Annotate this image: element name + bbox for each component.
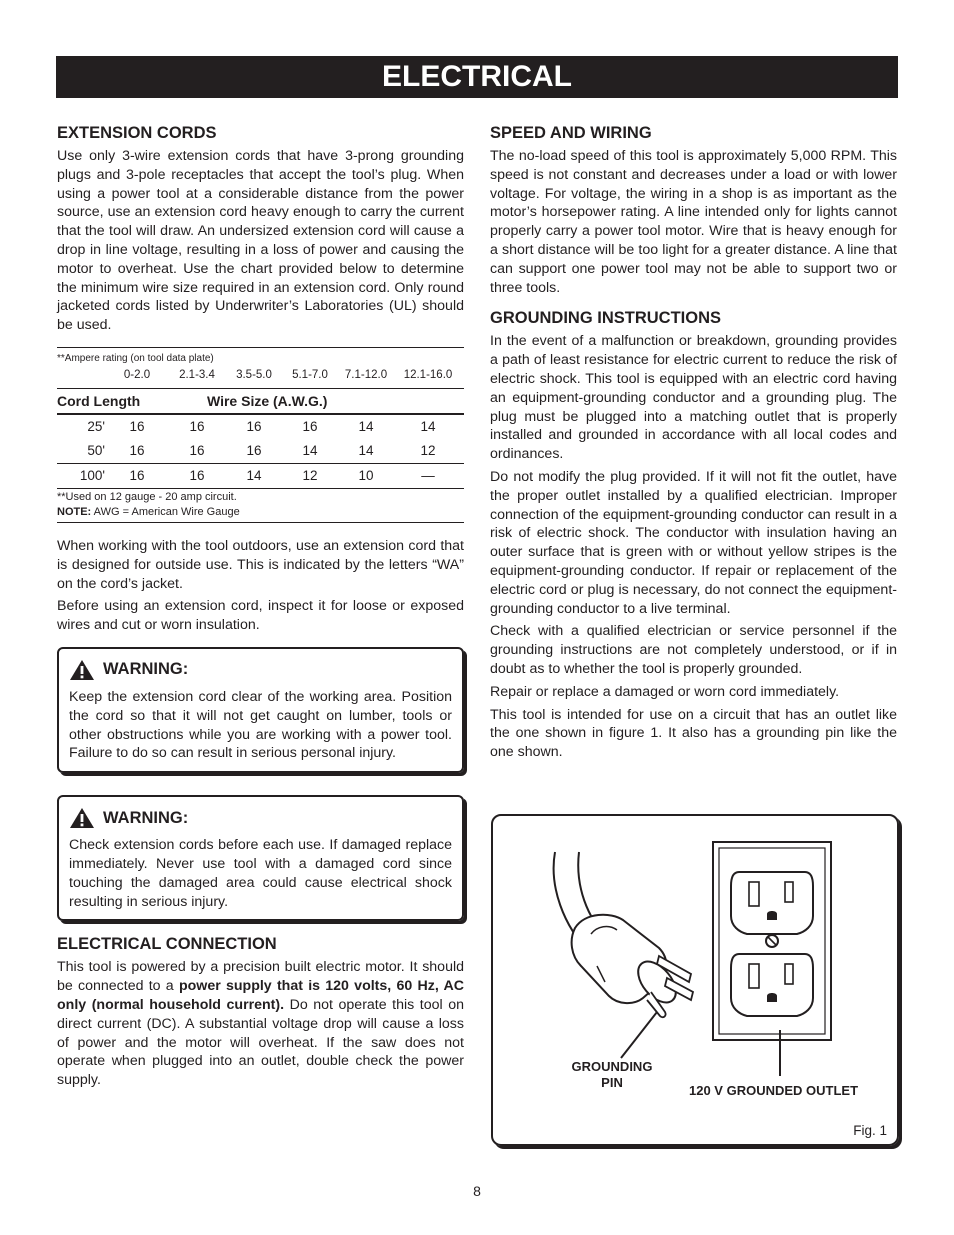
grounding-paragraph-3: Check with a qualified electrician or service personnel if the grounding instructions are not completely understood, or if in doubt as to whether the tool is properly grounded. xyxy=(490,623,897,677)
wire-size-cell: 16 xyxy=(189,442,205,458)
wire-size-cell: 16 xyxy=(129,467,145,483)
amp-range: 5.1-7.0 xyxy=(292,368,328,381)
cord-length-header: Cord Length xyxy=(57,392,141,409)
wire-size-cell: 12 xyxy=(420,442,436,458)
wire-size-cell: 14 xyxy=(246,467,262,483)
ampere-rating-note: **Ampere rating (on tool data plate) xyxy=(57,352,214,364)
table-row xyxy=(57,415,464,439)
figure-caption: Fig. 1 xyxy=(853,1123,887,1138)
note-label: NOTE: xyxy=(57,505,92,518)
warning-text: Check extension cords before each use. If damaged replace immediately. Never use tool with a damaged cord since touching the damaged area could cause electrical shock resulting in serious injury. xyxy=(69,837,452,910)
grounding-heading: GROUNDING INSTRUCTIONS xyxy=(490,309,721,328)
gauge-footnote: **Used on 12 gauge - 20 amp circuit. xyxy=(57,490,237,503)
extension-cords-paragraph-2: When working with the tool outdoors, use an extension cord that is designed for outside use. This is indicated by the letters “WA” on the cord’s jacket. xyxy=(57,537,464,592)
wire-size-cell: 14 xyxy=(302,442,318,458)
amp-range: 7.1-12.0 xyxy=(344,368,388,381)
wire-size-cell: 16 xyxy=(189,418,205,434)
grounding-pin-label: GROUNDING PIN xyxy=(571,1059,653,1090)
wire-size-cell: 14 xyxy=(358,442,374,458)
table-row xyxy=(57,439,464,463)
figure-1-box xyxy=(491,814,899,1146)
table-row xyxy=(57,463,464,488)
note-text: AWG = American Wire Gauge xyxy=(91,505,240,518)
wire-size-cell: 16 xyxy=(129,442,145,458)
warning-title: WARNING: xyxy=(103,808,189,827)
grounding-paragraph-4: Repair or replace a damaged or worn cord immediately. xyxy=(490,683,840,700)
wire-size-cell: 16 xyxy=(246,418,262,434)
speed-wiring-heading: SPEED AND WIRING xyxy=(490,124,652,142)
electrical-connection-heading: ELECTRICAL CONNECTION xyxy=(57,935,277,954)
speed-wiring-paragraph: The no-load speed of this tool is approximately 5,000 RPM. This speed is not constant and decreases under a load or with lower voltage. For voltage, the wiring in a shop is as important as the motor’s horsepower rating. A line intended only for lights cannot properly carry a power tool motor. Wire that is heavy enough for a short distance will be too light for a greater distance. A line that can support one power tool may not be able to support two or three tools. xyxy=(490,148,897,296)
connection-text-bold: power supply that is 120 volts, 60 Hz, AC only (normal household current). xyxy=(57,978,464,1013)
wire-size-cell: 12 xyxy=(302,467,318,483)
connection-text-start: This tool is powered by a precision built electric motor. It should be connected to a xyxy=(57,959,464,995)
warning-box-cord-check xyxy=(57,795,464,921)
extension-cords-paragraph-1: Use only 3-wire extension cords that have 3-prong grounding plugs and 3-pole receptacles that accept the tool’s plug. When using a power tool at a considerable distance from the power source, use an extension cord heavy enough to carry the current that the tool will draw. An undersized extension cord will cause a drop in line voltage, resulting in a loss of power and causing the motor to overheat. Use the chart provided below to determine the minimum wire size required in an extension cord. Only round jacketed cords listed by Underwriter’s Laboratories (UL) should be used. xyxy=(57,148,464,334)
amp-range: 12.1-16.0 xyxy=(403,368,453,381)
warning-title-row xyxy=(69,807,452,829)
table-body xyxy=(57,414,464,488)
cord-length-cell: 25' xyxy=(87,418,105,434)
cord-length-cell: 100' xyxy=(79,467,105,483)
grounding-paragraph-2: Do not modify the plug provided. If it will not fit the outlet, have the proper outlet installed by a qualified electrician. Improper connection of the equipment-grounding conductor can result in a risk of electric shock. The conductor with insulation having an outer surface that is green with or without yellow stripes is the equipment-grounding conductor. If repair or replacement of the electric cord or plug is necessary, do not connect the equipment-grounding conductor to a live terminal. xyxy=(490,468,897,617)
wire-size-cell: 16 xyxy=(189,467,205,483)
grounding-paragraph-5: This tool is intended for use on a circuit that has an outlet like the one shown in figure 1. It also has a grounding pin like the one shown. xyxy=(490,706,897,761)
left-column xyxy=(57,124,464,1094)
awg-note xyxy=(57,505,464,520)
electrical-connection-paragraph xyxy=(57,958,464,1090)
wire-size-cell: 16 xyxy=(246,442,262,458)
cord-length-cell: 50' xyxy=(87,442,105,458)
right-column xyxy=(490,124,897,766)
ampere-range-row xyxy=(57,367,464,383)
page-number: 8 xyxy=(473,1183,481,1199)
extension-cord-table xyxy=(57,347,464,523)
table-header xyxy=(57,388,464,414)
warning-box-cord-clear xyxy=(57,647,464,773)
wire-size-cell: 16 xyxy=(129,418,145,434)
section-banner: ELECTRICAL xyxy=(56,56,898,98)
connection-text-end: Do not operate this tool on direct current (DC). A substantial voltage drop will cause a loss of power and the motor will overheat. If the saw does not operate when plugged into an outlet, double check the power supply. xyxy=(57,996,464,1089)
wire-size-cell: — xyxy=(421,467,435,483)
wire-size-cell: 14 xyxy=(358,418,374,434)
warning-text: Keep the extension cord clear of the working area. Position the cord so that it will not get caught on lumber, tools or other obstructions while you are working with a power tool. Failure to do so can result in serious personal injury. xyxy=(69,688,452,762)
wire-size-cell: 14 xyxy=(420,418,436,434)
warning-title: WARNING: xyxy=(103,660,189,679)
warning-title-row xyxy=(69,659,452,681)
warning-triangle-icon xyxy=(69,659,95,681)
table-footnotes xyxy=(57,488,464,522)
wire-size-cell: 10 xyxy=(358,467,374,483)
amp-range: 2.1-3.4 xyxy=(179,368,215,381)
grounding-paragraph-1: In the event of a malfunction or breakdown, grounding provides a path of least resistance for electric current to reduce the risk of electric shock. This tool is equipped with an electric cord having an equipment-grounding conductor and a grounding plug. The plug must be plugged into a matching outlet that is properly installed and grounded in accordance with all local codes and ordinances. xyxy=(490,333,897,463)
warning-triangle-icon xyxy=(69,807,95,829)
grounded-outlet-label: 120 V GROUNDED OUTLET xyxy=(689,1083,859,1098)
extension-cords-paragraph-3: Before using an extension cord, inspect it for loose or exposed wires and cut or worn insulation. xyxy=(57,598,464,634)
wire-size-header: Wire Size (A.W.G.) xyxy=(207,392,328,409)
amp-range: 3.5-5.0 xyxy=(236,368,272,381)
extension-cords-heading: EXTENSION CORDS xyxy=(57,124,217,142)
wire-size-cell: 16 xyxy=(302,418,318,434)
amp-range: 0-2.0 xyxy=(123,368,151,381)
